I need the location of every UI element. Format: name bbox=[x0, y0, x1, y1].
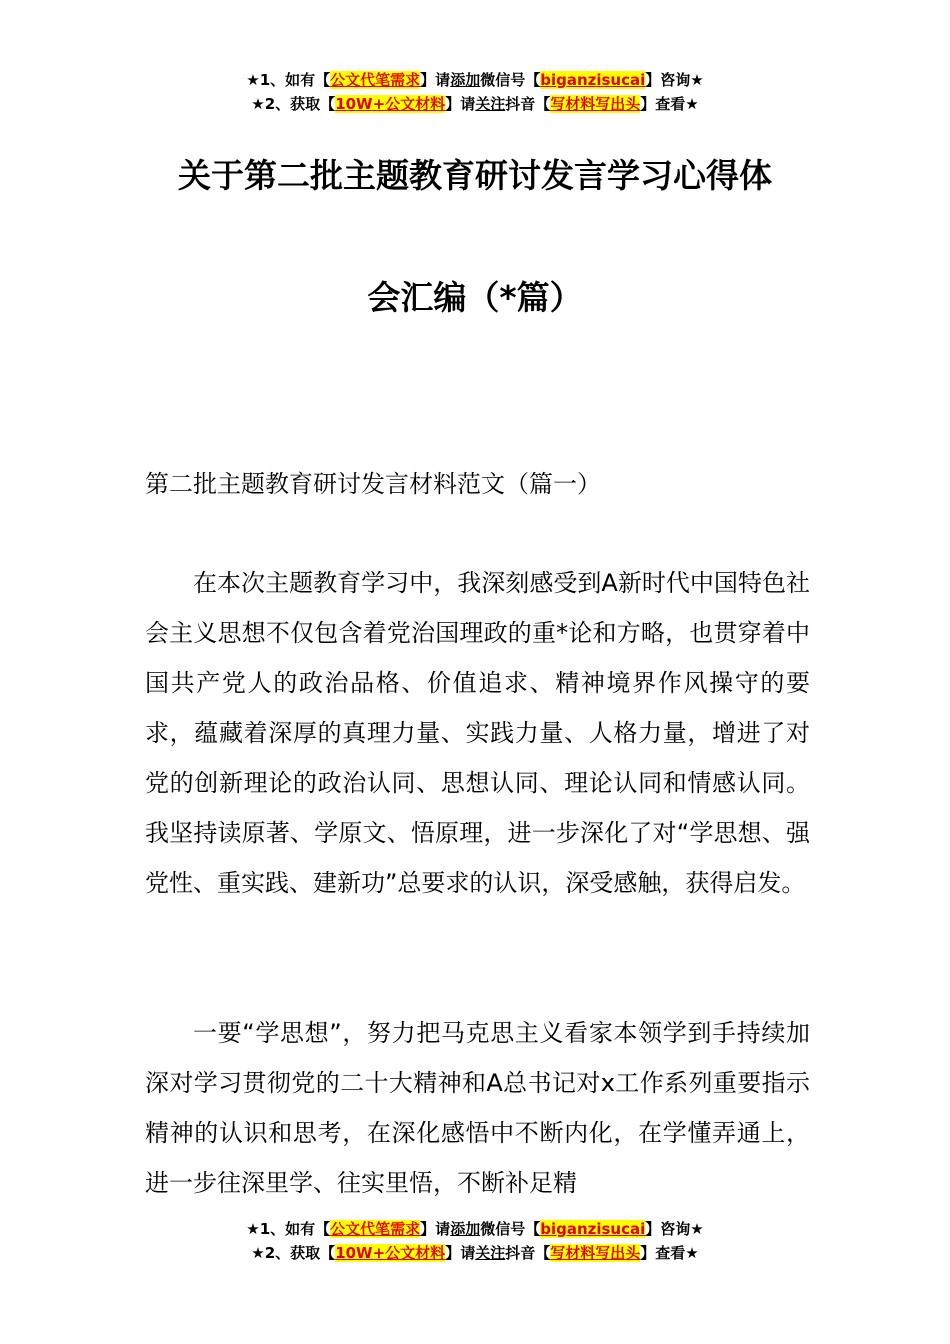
banner-text: ★2、获取【 bbox=[251, 95, 336, 113]
section-heading: 第二批主题教育研讨发言材料范文（篇一） bbox=[145, 470, 601, 498]
banner-highlight-service: 公文代笔需求 bbox=[330, 71, 421, 89]
body-paragraph-2: 一要“学思想”，努力把马克思主义看家本领学到手持续加深对学习贯彻党的二十大精神和A总书记对x工作系列重要指示精神的认识和思考，在深化感悟中不断内化，在学懂弄通上，进一步往深里学、往实里悟，不断补足精 bbox=[145, 1019, 810, 1197]
banner-text: 】查看★ bbox=[640, 95, 699, 113]
banner-highlight-materials: 10W+公文材料 bbox=[335, 95, 446, 113]
banner-text: 】咨询★ bbox=[645, 71, 704, 89]
banner-highlight-douyin: 写材料写出头 bbox=[550, 1244, 641, 1262]
banner-text: ★1、如有【 bbox=[246, 1220, 331, 1238]
banner-highlight-wechat: biganzisucai bbox=[540, 1220, 646, 1238]
banner-text: 】咨询★ bbox=[645, 1220, 704, 1238]
banner-underline-follow: 关注 bbox=[475, 95, 506, 113]
document-title-line-1: 关于第二批主题教育研讨发言学习心得体 bbox=[178, 156, 772, 195]
body-paragraph-1: 在本次主题教育学习中，我深刻感受到A新时代中国特色社会主义思想不仅包含着党治国理政的重*论和方略，也贯穿着中国共产党人的政治品格、价值追求、精神境界作风操守的要求，蕴藏着深厚的真理力量、实践力量、人格力量，增进了对党的创新理论的政治认同、思想认同、理论认同和情感认同。我坚持读原著、学原文、悟原理，进一步深化了对“学思想、强党性、重实践、建新功”总要求的认识，深受感触，获得启发。 bbox=[145, 569, 810, 897]
banner-text: ★1、如有【 bbox=[246, 71, 331, 89]
footer-banner bbox=[0, 1217, 950, 1265]
banner-line-2 bbox=[0, 92, 950, 116]
banner-text: 】请 bbox=[445, 95, 476, 113]
banner-line-1 bbox=[0, 1217, 950, 1241]
banner-text: 微信号【 bbox=[480, 1220, 541, 1238]
banner-text: 微信号【 bbox=[480, 71, 541, 89]
banner-text: 】请 bbox=[445, 1244, 476, 1262]
banner-text: 】请 bbox=[420, 1220, 451, 1238]
banner-line-2 bbox=[0, 1241, 950, 1265]
banner-text: 抖音【 bbox=[505, 95, 551, 113]
banner-highlight-wechat: biganzisucai bbox=[540, 71, 646, 89]
banner-underline-add: 添加 bbox=[450, 1220, 481, 1238]
header-banner bbox=[0, 68, 950, 116]
banner-highlight-service: 公文代笔需求 bbox=[330, 1220, 421, 1238]
banner-highlight-douyin: 写材料写出头 bbox=[550, 95, 641, 113]
banner-text: ★2、获取【 bbox=[251, 1244, 336, 1262]
banner-text: 】查看★ bbox=[640, 1244, 699, 1262]
banner-highlight-materials: 10W+公文材料 bbox=[335, 1244, 446, 1262]
banner-text: 抖音【 bbox=[505, 1244, 551, 1262]
banner-underline-follow: 关注 bbox=[475, 1244, 506, 1262]
banner-underline-add: 添加 bbox=[450, 71, 481, 89]
banner-line-1 bbox=[0, 68, 950, 92]
banner-text: 】请 bbox=[420, 71, 451, 89]
document-title-line-2: 会汇编（*篇） bbox=[367, 278, 583, 317]
